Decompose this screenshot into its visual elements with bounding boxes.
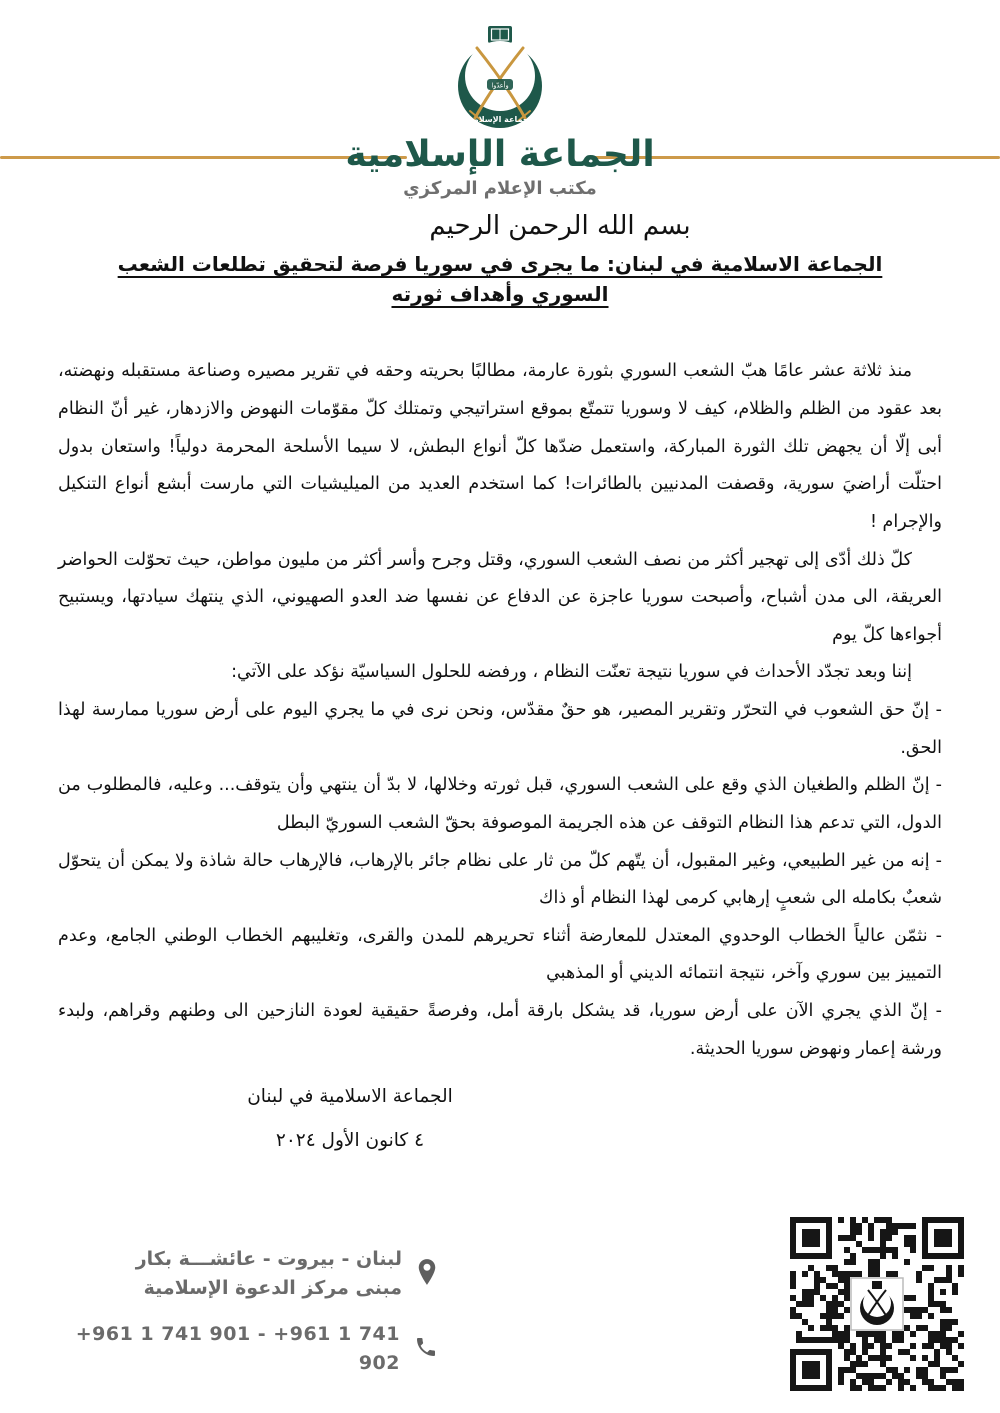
basmala: بسم الله الرحمن الرحيم [429,211,691,242]
body-paragraph: منذ ثلاثة عشر عامًا هبّ الشعب السوري بثورة عارمة، مطالبًا بحريته وحقه في تقرير مصيره وصناعة مستقبله ونهضته، بعد عقود من الظلم والظلام، كيف لا وسوريا تتمتّع بموقع استراتيجي وتمتلك كلّ مقوّمات النهوض والازدهار، غير أنّ النظام أبى إلّا أن يجهض تلك الثورة المباركة، واستعمل ضدّها كلّ أنواع البطش، لا سيما الأسلحة المحرمة دولياً! واستعان بدول احتلّت أراضيَ سورية، وقصفت المدنيين بالطائرات! كما استخدم العديد من الميليشيات التي مارست أبشع أنواع التنكيل والإجرام ! [58,361,942,532]
logo-motto-text: وأعدّوا [491,81,509,90]
phone-icon [414,1335,438,1363]
statement-title: الجماعة الاسلامية في لبنان: ما يجرى في سوريا فرصة لتحقيق تطلعات الشعب السوري وأهداف ثورته [117,252,883,307]
phone-row [58,1320,438,1377]
statement-point: - إنه من غير الطبيعي، وغير المقبول، أن يتّهم كلّ من ثار على نظام جائر بالإرهاب، فالإرهاب حالة شاذة ولا يمكن أن يتحوّل شعبٌ بكامله الى شعبٍ إرهابي كرمى لهذا النظام أو ذاك [58,850,942,909]
phone-numbers: +961 1 741 901 - +961 1 741 902 [75,1323,400,1374]
logo-band-text: الجماعة الإسلامية [465,115,535,124]
statement-point: - إنّ الذي يجري الآن على أرض سوريا، قد يشكل بارقة أمل، وفرصةً حقيقية لعودة النازحين الى وطنهم وقراهم، ولبدء ورشة إعمار ونهوض سوريا الحديثة. [58,1001,942,1059]
address-line-2: مبنى مركز الدعوة الإسلامية [143,1276,402,1299]
statement-point: - إنّ حق الشعوب في التحرّر وتقرير المصير، هو حقٌ مقدّس، ونحن نرى في ما يجري اليوم على أرض سوريا ممارسة لهذا الحق. [58,700,942,758]
body-paragraph: إننا وبعد تجدّد الأحداث في سوريا نتيجة تعنّت النظام ، ورفضه للحلول السياسيّة نؤكد على الآتي: [231,662,912,683]
media-office-label: مكتب الإعلام المركزي [403,178,597,200]
location-pin-icon [416,1258,438,1290]
statement-point: - نثمّن عالياً الخطاب الوحدوي المعتدل للمعارضة أثناء تحريرهم للمدن والقرى، وتغليبهم الخطاب الوطني الجامع، وعدم التمييز بين سوري وآخر، نتيجة انتمائه الديني أو المذهبي [58,925,942,984]
statement-date: ٤ كانون الأول ٢٠٢٤ [275,1129,425,1151]
address-line-1: لبنان - بيروت - عائشـــة بكار [135,1248,402,1270]
signature-org: الجماعة الاسلامية في لبنان [247,1086,453,1108]
qr-code [790,1217,964,1391]
body-paragraph: كلّ ذلك أدّى إلى تهجير أكثر من نصف الشعب السوري، وقتل وجرح وأسر أكثر من مليون مواطن، حيث تحوّلت الحواضر العريقة، الى مدن أشباح، وأصبحت سوريا عاجزة عن الدفاع عن نفسها ضد العدو الصهيوني، الذي ينتهك سيادتها، ويستبيح أجواءها كلّ يوم [58,549,942,645]
quran-book-icon [488,26,512,43]
org-name-calligraphy: الجماعة الإسلامية [345,134,655,175]
statement-body [58,353,942,1068]
crescent-swords-logo-icon [441,26,559,130]
letterhead [0,0,1000,199]
signature-block [0,1082,850,1155]
statement-point: - إنّ الظلم والطغيان الذي وقع على الشعب السوري، قبل ثورته وخلالها، لا بدّ أن ينتهي وأن يتوقف... وعليه، فالمطلوب من الدول، التي تدعم هذا النظام التوقف عن هذه الجريمة الموصوفة بحقّ الشعب السوريّ البطل [58,775,942,833]
footer-contact [58,1245,438,1377]
address-row [58,1245,438,1302]
org-logo [441,26,559,134]
